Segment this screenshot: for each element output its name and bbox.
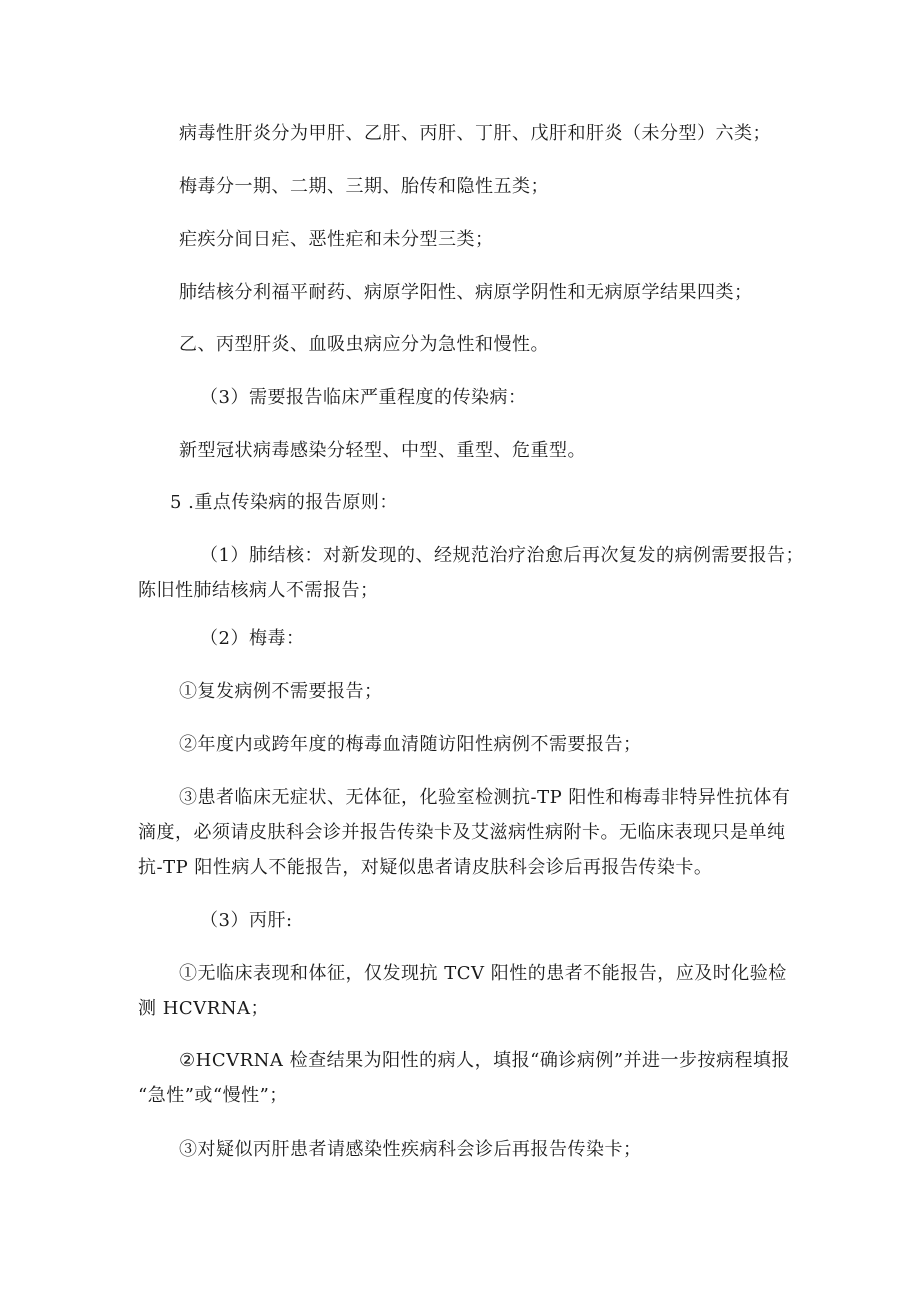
paragraph-hepatitis-types: 病毒性肝炎分为甲肝、乙肝、丙肝、丁肝、戊肝和肝炎（未分型）六类；	[179, 123, 771, 144]
subheading-clinical-severity: （3）需要报告临床严重程度的传染病：	[200, 387, 527, 408]
section-heading-reporting-principles: 5 .重点传染病的报告原则：	[170, 492, 398, 513]
list-item-hepatitis-c-1-line1: ①无临床表现和体征，仅发现抗 TCV 阳性的患者不能报告，应及时化验检	[179, 963, 787, 984]
list-item-hepatitis-c-2-line2: “急性”或“慢性”；	[138, 1085, 288, 1106]
subheading-syphilis: （2）梅毒：	[200, 628, 305, 649]
paragraph-tuberculosis-types: 肺结核分利福平耐药、病原学阳性、病原学阴性和无病原学结果四类；	[179, 282, 753, 303]
list-item-syphilis-1: ①复发病例不需要报告；	[179, 681, 383, 702]
list-item-syphilis-3-line3: 抗-TP 阳性病人不能报告，对疑似患者请皮肤科会诊后再报告传染卡。	[138, 857, 713, 878]
list-item-syphilis-3-line2: 滴度，必须请皮肤科会诊并报告传染卡及艾滋病性病附卡。无临床表现只是单纯	[138, 822, 786, 843]
paragraph-covid-severity: 新型冠状病毒感染分轻型、中型、重型、危重型。	[179, 440, 586, 461]
paragraph-acute-chronic: 乙、丙型肝炎、血吸虫病应分为急性和慢性。	[179, 334, 549, 355]
paragraph-malaria-types: 疟疾分间日疟、恶性疟和未分型三类；	[179, 229, 494, 250]
list-item-hepatitis-c-3: ③对疑似丙肝患者请感染性疾病科会诊后再报告传染卡；	[179, 1139, 642, 1160]
subheading-hepatitis-c: （3）丙肝:	[200, 910, 293, 931]
list-item-syphilis-2: ②年度内或跨年度的梅毒血清随访阳性病例不需要报告；	[179, 734, 642, 755]
paragraph-tuberculosis-rule-line2: 陈旧性肺结核病人不需报告；	[138, 580, 379, 601]
list-item-syphilis-3-line1: ③患者临床无症状、无体征，化验室检测抗-TP 阳性和梅毒非特异性抗体有	[179, 787, 791, 808]
paragraph-tuberculosis-rule-line1: （1）肺结核：对新发现的、经规范治疗治愈后再次复发的病例需要报告；	[200, 545, 804, 566]
list-item-hepatitis-c-1-line2: 测 HCVRNA；	[138, 998, 269, 1019]
list-item-hepatitis-c-2-line1: ②HCVRNA 检查结果为阳性的病人，填报“确诊病例”并进一步按病程填报	[179, 1050, 791, 1071]
paragraph-syphilis-types: 梅毒分一期、二期、三期、胎传和隐性五类；	[179, 176, 549, 197]
